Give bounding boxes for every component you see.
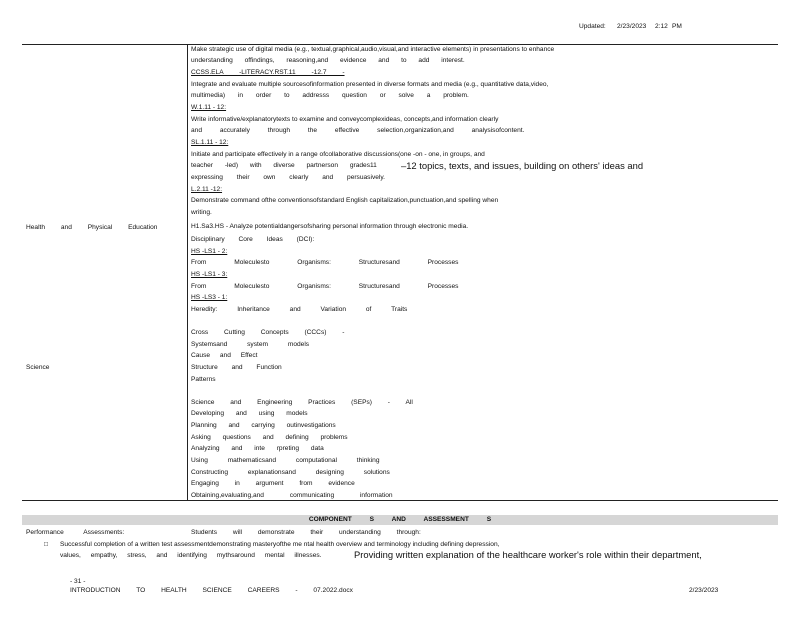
table-column-divider [187, 44, 188, 500]
standard-code: L.2.11 -12: [191, 186, 223, 193]
performance-label: Performance Assessments: [26, 529, 125, 536]
ccc-heading: Cross Cutting Concepts (CCCs) - [191, 329, 345, 336]
checkbox-bullet-icon: □ [44, 541, 48, 548]
updated-time: 2:12 [655, 23, 668, 30]
table-bottom-border [22, 500, 778, 501]
assessment-item-line: values, empathy, stress, and identifying mythsaround mental illnesses. [60, 552, 322, 559]
standards-line: Demonstrate command ofthe conventionsofstandard English capitalization,punctuation,and spelling when [191, 197, 499, 204]
ccc-item: Cause and Effect [191, 352, 258, 359]
ccc-item: Patterns [191, 376, 216, 383]
standards-line: Make strategic use of digital media (e.g., textual,graphical,audio,visual,and interactive elements) in presentations to enhance [191, 46, 555, 53]
dci-line: Heredity: Inheritance and Variation of Traits [191, 306, 408, 313]
dci-code: HS -LS3 - 1: [191, 294, 228, 301]
sep-item: Constructing explanationsand designing solutions [191, 469, 390, 476]
ccc-item: Systemsand system models [191, 341, 310, 348]
ccc-item: Structure and Function [191, 364, 282, 371]
standards-line-large: –12 topics, texts, and issues, building on others' ideas and [401, 160, 644, 171]
dci-code: HS -LS1 - 3: [191, 271, 228, 278]
standards-line: H1.Sa3.HS - Analyze potentialdangersofsharing personal information through electronic media. [191, 223, 469, 230]
sep-item: Developing and using models [191, 410, 308, 417]
sep-item: Obtaining,evaluating,and communicating information [191, 492, 393, 499]
standard-code: CCSS.ELA -LITERACY.RST.11 -12.7 - [191, 69, 345, 76]
standards-line: expressing their own clearly and persuasively. [191, 174, 386, 181]
standards-line: writing. [191, 209, 212, 216]
assessment-item-large: Providing written explanation of the healthcare worker's role within their department, [354, 549, 702, 560]
standards-line: Initiate and participate effectively in a range ofcollaborative discussions(one -on - one, in groups, and [191, 151, 485, 158]
sep-item: Analyzing and inte rpreting data [191, 445, 324, 452]
footer-doc-name: INTRODUCTION TO HEALTH SCIENCE CAREERS - 07.2022.docx [70, 587, 353, 594]
standards-line: multimedia) in order to addresss question or solve a problem. [191, 92, 469, 99]
updated-date: 2/23/2023 [617, 23, 647, 30]
footer-date: 2/23/2023 [689, 587, 719, 594]
standards-line: and accurately through the effective selection,organization,and analysisofcontent. [191, 127, 525, 134]
row-label-health: Health and Physical Education [26, 224, 158, 231]
components-title: COMPONENT S AND ASSESSMENT S [308, 516, 492, 523]
performance-text: Students will demonstrate their understanding through: [191, 529, 421, 536]
page-number: - 31 - [70, 578, 86, 585]
dci-line: From Moleculesto Organisms: Structuresand Processes [191, 259, 459, 266]
dci-heading: Disciplinary Core Ideas (DCI): [191, 236, 315, 243]
assessment-item-line: Successful completion of a written test assessmentdemonstrating masteryofthe me ntal health overview and terminology including defining depression, [60, 541, 500, 548]
updated-ampm: PM [672, 23, 682, 30]
dci-line: From Moleculesto Organisms: Structuresand Processes [191, 283, 459, 290]
standard-code: W.1.11 - 12: [191, 104, 227, 111]
standard-code: SL.1.11 - 12: [191, 139, 229, 146]
standards-line: Write informative/explanatorytexts to examine and conveycomplexideas, concepts,and information clearly [191, 116, 499, 123]
standards-line: teacher -led) with diverse partnerson grades11 [191, 162, 377, 169]
sep-item: Planning and carrying outinvestigations [191, 422, 336, 429]
standards-line: understanding offindings, reasoning,and evidence and to add interest. [191, 57, 465, 64]
sep-item: Asking questions and defining problems [191, 434, 348, 441]
sep-heading: Science and Engineering Practices (SEPs) - All [191, 399, 413, 406]
dci-code: HS -LS1 - 2: [191, 248, 228, 255]
sep-item: Using mathematicsand computational thinking [191, 457, 380, 464]
table-top-border [22, 44, 778, 45]
row-label-science: Science [26, 364, 50, 371]
sep-item: Engaging in argument from evidence [191, 480, 355, 487]
standards-line: Integrate and evaluate multiple sourcesofinformation presented in diverse formats and media (e.g., quantitative data,video, [191, 81, 549, 88]
updated-label: Updated: [579, 23, 606, 30]
